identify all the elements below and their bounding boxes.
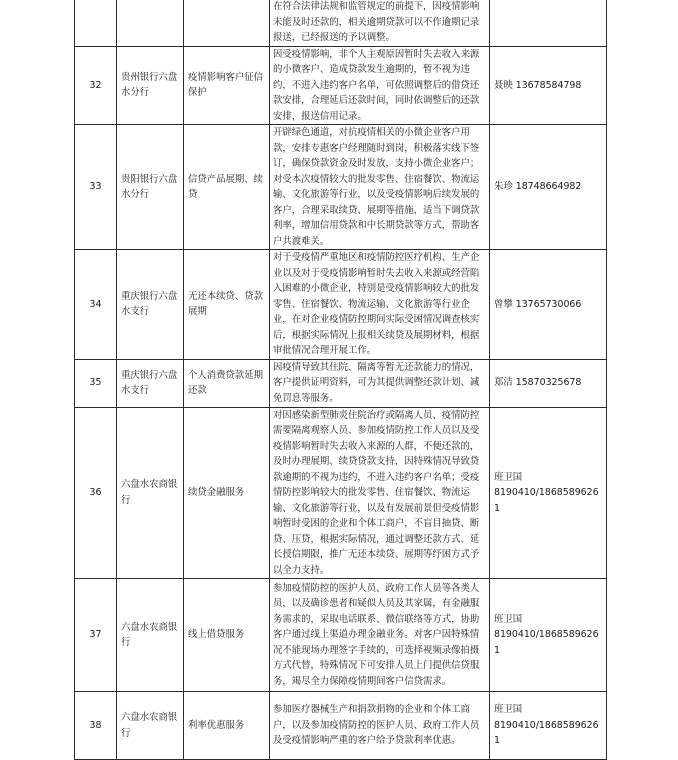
- service-description: 对于受疫情严重地区和疫情防控医疗机构、生产企业以及对于受疫情影响暂时失去收入来源或经营陷入困难的小微企业，特别是受疫情影响较大的批发零售、住宿餐饮、物流运输、文化旅游等行业企业，在对企业疫情防控期间实际受困情况调查核实后，根据实际情况上报相关续贷及展期材料，根据审批情况合理开展工作。: [270, 250, 490, 360]
- service-description: 参加疫情防控的医护人员、政府工作人员等各类人员，以及确诊患者和疑似人员及其家属，有金融服务需求的，采取电话联系、微信联络等方式，协助客户通过线上渠道办理金融业务。对客户因特殊情况不能现场办理签字手续的，可选择视频录像拍摄方式代替，特殊情况下可安排人员上门提供信贷服务，竭尽全力保障疫情期间客户信贷需求。: [270, 579, 490, 692]
- table-row: [75, 0, 607, 46]
- contact-cell: [490, 579, 607, 692]
- service-description: 参加医疗器械生产和捐款捐物的企业和个体工商户，以及参加疫情防控的医护人员、政府工作人员及受疫情影响严重的客户给予贷款利率优惠。: [270, 692, 490, 760]
- table-row: [75, 359, 607, 407]
- service-name: 线上借贷服务: [184, 579, 270, 692]
- institution-name: 重庆银行六盘水支行: [117, 250, 184, 360]
- row-number: [75, 0, 117, 46]
- row-number: 38: [75, 692, 117, 760]
- row-number: 33: [75, 125, 117, 250]
- table-row: [75, 250, 607, 360]
- table-row: [75, 579, 607, 692]
- service-description: 因受疫情影响，非个人主观原因暂时失去收入来源的小微客户、造成贷款发生逾期的，暂不视为违约，不进入违约客户名单，可依照调整后的借贷还款安排，合理延后还款时间，同时依调整后的还款安排，报送信用记录。: [270, 46, 490, 125]
- service-name: 利率优惠服务: [184, 692, 270, 760]
- service-description: 在符合法律法规和监管规定的前提下，因疫情影响未能及时还款的，相关逾期贷款可以不作逾期记录报送，已经报送的予以调整。: [270, 0, 490, 46]
- institution-name: 重庆银行六盘水支行: [117, 359, 184, 407]
- row-number: 34: [75, 250, 117, 360]
- contact-person: 聂映: [494, 79, 513, 91]
- contact-cell: [490, 46, 607, 125]
- service-description: 开辟绿色通道，对抗疫情相关的小微企业客户用款，安排专惠客户经理随时到岗，积极落实线下签订，确保贷款资金及时发放，支持小微企业客户；对受本次疫情较大的批发零售、住宿餐饮、物流运输、文化旅游等行业，以及受疫情影响后续发展的客户，合理采取续贷、展期等措施，适当下调贷款利率，增加信用贷款和中长期贷款等方式，帮助客户共渡难关。: [270, 125, 490, 250]
- institution-name: 六盘水农商银行: [117, 579, 184, 692]
- contact-person: 班卫国: [494, 471, 523, 483]
- contact-phone: 13765730066: [515, 298, 582, 310]
- service-name: 续贷金融服务: [184, 407, 270, 579]
- contact-person: 朱珍: [494, 181, 513, 193]
- contact-phone: 15870325678: [515, 377, 582, 389]
- contact-cell: [490, 359, 607, 407]
- contact-person: 郑洁: [494, 377, 513, 389]
- table-row: [75, 407, 607, 579]
- institution-name: 贵州银行六盘水分行: [117, 46, 184, 125]
- contact-phone: 8190410/18685896261: [494, 719, 599, 747]
- row-number: 37: [75, 579, 117, 692]
- service-name: 信贷产品展期、续贷: [184, 125, 270, 250]
- contact-cell: [490, 125, 607, 250]
- table-row: [75, 125, 607, 250]
- row-number: 35: [75, 359, 117, 407]
- service-description: 因疫情导致其住院、隔离等暂无还款能力的情况，客户提供证明资料，可为其提供调整还款计划、减免罚息等服务。: [270, 359, 490, 407]
- service-name: 个人消费贷款延期还款: [184, 359, 270, 407]
- contact-phone: 18748664982: [515, 181, 582, 193]
- contact-person: 曾攀: [494, 298, 513, 310]
- contact-phone: 8190410/18685896261: [494, 487, 599, 514]
- financial-services-table: [74, 0, 607, 760]
- service-name: 无还本续贷、贷款展期: [184, 250, 270, 360]
- contact-phone: 8190410/18685896261: [494, 629, 599, 656]
- contact-person: 班卫国: [494, 704, 523, 716]
- row-number: 36: [75, 407, 117, 579]
- institution-name: [117, 0, 184, 46]
- service-name: 疫情影响客户征信保护: [184, 46, 270, 125]
- institution-name: 六盘水农商银行: [117, 692, 184, 760]
- table-row: [75, 46, 607, 125]
- institution-name: 贵阳银行六盘水分行: [117, 125, 184, 250]
- contact-phone: 13678584798: [515, 79, 582, 91]
- contact-cell: [490, 692, 607, 760]
- service-description: 对因感染新型肺炎住院治疗或隔离人员、疫情防控需要隔离观察人员、参加疫情防控工作人员以及受疫情影响暂时失去收入来源的人群，不便还款的，及时办理展期、续贷贷款支持，因特殊情况导致贷款逾期的不视为违约，不进入违约客户名单；受疫情防控影响较大的批发零售、住宿餐饮、物流运输、文化旅游等行业，以及有发展前景但受疫情影响暂时受困的企业和个体工商户，不盲目抽贷、断贷、压贷，根据实际情况，通过调整还款方式、延长授信期限，推广无还本续贷、展期等纾困方式予以全力支持。: [270, 407, 490, 579]
- contact-person: 班卫国: [494, 613, 523, 625]
- contact-cell: [490, 250, 607, 360]
- contact-cell: [490, 407, 607, 579]
- institution-name: 六盘水农商银行: [117, 407, 184, 579]
- row-number: 32: [75, 46, 117, 125]
- table-row: [75, 692, 607, 760]
- service-name: [184, 0, 270, 46]
- contact-cell: [490, 0, 607, 46]
- service-table-sheet: [74, 0, 606, 760]
